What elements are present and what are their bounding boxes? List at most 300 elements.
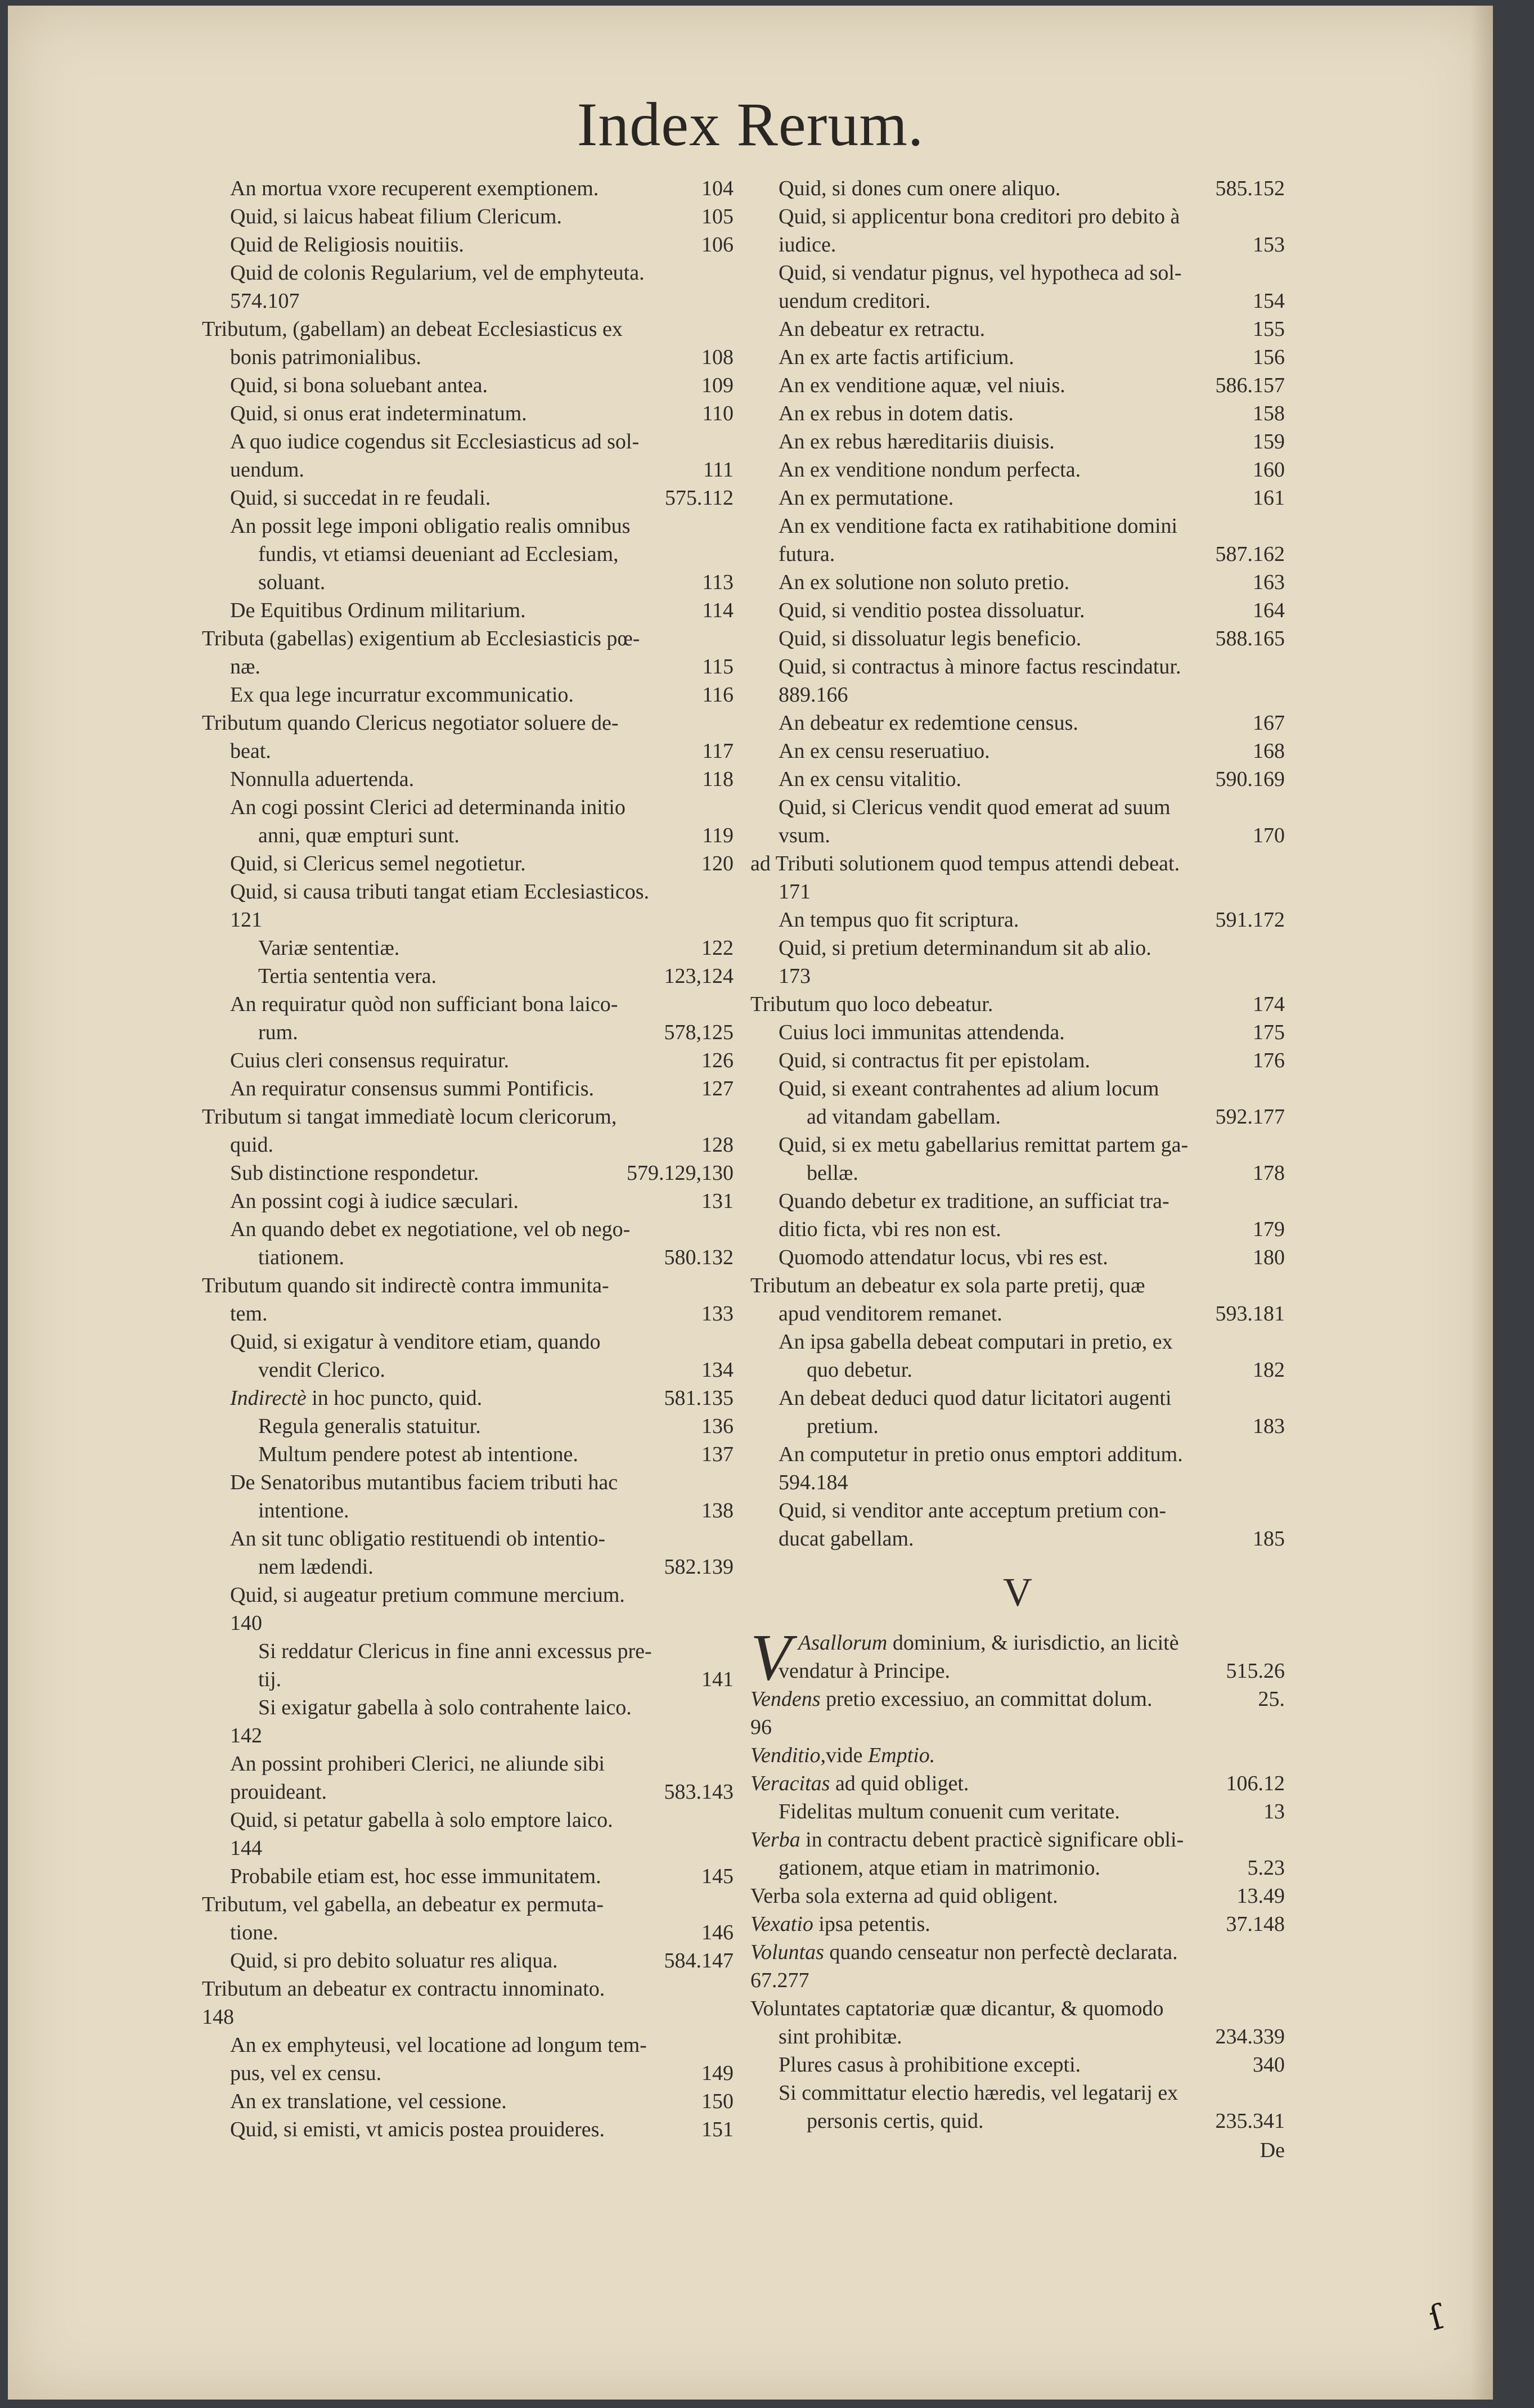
index-entry — [750, 1468, 1285, 1497]
index-entry — [202, 625, 734, 653]
index-entry-text: Tributum si tangat immediatè locum clericorum, — [202, 1105, 617, 1129]
page-number: 175 — [1253, 1021, 1285, 1044]
index-entry-text: An ex rebus hæreditariis diuisis. — [779, 430, 1055, 453]
index-entry — [202, 2031, 734, 2059]
index-entry-text: Vendens pretio excessiuo, an committat dolum. — [750, 1687, 1153, 1711]
index-entry-text: Quid, si contractus fit per epistolam. — [779, 1049, 1091, 1072]
index-entry — [750, 231, 1285, 259]
index-entry — [750, 962, 1285, 990]
page-number: 583.143 — [664, 1780, 734, 1804]
index-entry-text: Tributum an debeatur ex sola parte pretij, quæ — [750, 1274, 1145, 1297]
index-headword: Asallorum — [798, 1631, 888, 1655]
index-entry-text: An ex translatione, vel cessione. — [230, 2090, 507, 2113]
index-entry-text: An possit lege imponi obligatio realis omnibus — [230, 514, 631, 538]
index-entry — [202, 1890, 734, 1919]
index-entry-text: ad vitandam gabellam. — [807, 1105, 1001, 1129]
page-number: 176 — [1253, 1049, 1285, 1072]
index-entry — [202, 737, 734, 765]
index-entry — [750, 1131, 1285, 1159]
page-number: 180 — [1253, 1246, 1285, 1269]
index-entry-text: Tributum quando Clericus negotiator soluere de- — [202, 711, 619, 735]
page-number: 158 — [1253, 402, 1285, 425]
index-entry-text: gationem, atque etiam in matrimonio. — [779, 1856, 1100, 1880]
index-entry — [750, 2079, 1285, 2107]
index-entry-text: 594.184 — [779, 1471, 848, 1494]
index-entry — [202, 1609, 734, 1637]
index-entry — [202, 990, 734, 1018]
index-entry — [202, 456, 734, 484]
index-entry-text: Quid, si laicus habeat filium Clericum. — [230, 205, 562, 228]
page-number: 174 — [1253, 992, 1285, 1016]
page-number: 586.157 — [1215, 374, 1285, 397]
drop-cap-letter: V — [750, 1620, 791, 1694]
index-entry — [750, 821, 1285, 850]
index-entry-text: Quid de Religiosis nouitiis. — [230, 233, 464, 257]
index-entry — [750, 1075, 1285, 1103]
index-entry — [202, 1384, 734, 1412]
index-entry-text: Plures casus à prohibitione excepti. — [779, 2053, 1081, 2077]
index-entry-text: Quid, si applicentur bona creditori pro debito à — [779, 205, 1180, 228]
index-entry-text: 889.166 — [779, 683, 848, 707]
page-number: 155 — [1253, 317, 1285, 341]
index-entry-text: prouideant. — [230, 1780, 327, 1804]
index-entry-text: Quid, si causa tributi tangat etiam Ecclesiasticos. — [230, 880, 650, 904]
page-number: 126 — [701, 1049, 734, 1072]
index-entry-text: Vexatio ipsa petentis. — [750, 1912, 930, 1936]
index-entry — [750, 653, 1285, 681]
index-entry — [750, 1046, 1285, 1075]
page-number: 234.339 — [1215, 2025, 1285, 2048]
index-entry-text: 67.277 — [750, 1969, 809, 1992]
index-entry — [750, 1525, 1285, 1553]
index-entry — [202, 174, 734, 203]
page-number: 160 — [1253, 458, 1285, 482]
index-entry — [750, 934, 1285, 962]
index-entry-text: bonis patrimonialibus. — [230, 345, 421, 369]
index-entry — [750, 1994, 1285, 2023]
index-entry-text: 96 — [750, 1715, 772, 1739]
index-entry — [202, 1187, 734, 1215]
index-entry — [202, 1243, 734, 1272]
index-entry — [750, 1103, 1285, 1131]
page-number: 151 — [701, 2118, 734, 2141]
page-number: 593.181 — [1215, 1302, 1285, 1326]
index-entry — [750, 1356, 1285, 1384]
index-entry-text: næ. — [230, 655, 260, 679]
index-entry — [202, 1693, 734, 1722]
page-number: 581.135 — [664, 1386, 734, 1410]
page-number: 582.139 — [664, 1555, 734, 1579]
index-entry — [202, 1103, 734, 1131]
index-entry — [750, 399, 1285, 428]
index-entry — [750, 990, 1285, 1018]
index-entry-text: Quid, si onus erat indeterminatum. — [230, 402, 527, 425]
index-entry — [202, 1862, 734, 1890]
page-number: 113 — [702, 570, 734, 594]
page-number: 587.162 — [1215, 542, 1285, 566]
index-entry-text: An possint prohiberi Clerici, ne aliunde sibi — [230, 1752, 605, 1776]
index-entry — [750, 709, 1285, 737]
index-entry-text: Multum pendere potest ab intentione. — [258, 1443, 578, 1466]
index-entry — [202, 2087, 734, 2115]
index-entry-text: Tributum, (gabellam) an debeat Ecclesiasticus ex — [202, 317, 623, 341]
page-number: 104 — [701, 177, 734, 200]
page-number: 131 — [701, 1189, 734, 1213]
index-entry-text: Si committatur electio hæredis, vel legatarij ex — [779, 2081, 1178, 2105]
index-entry — [750, 203, 1285, 231]
index-entry — [202, 287, 734, 315]
index-entry-text: An quando debet ex negotiatione, vel ob nego- — [230, 1218, 631, 1241]
index-entry-text: Probabile etiam est, hoc esse immunitatem. — [230, 1865, 601, 1888]
page-number: 119 — [702, 824, 734, 847]
index-entry — [202, 681, 734, 709]
index-entry-text: Si exigatur gabella à solo contrahente laico. — [258, 1696, 632, 1719]
index-entry — [202, 1947, 734, 1975]
index-entry-text: 173 — [779, 964, 811, 988]
index-entry — [202, 1778, 734, 1806]
index-entry — [202, 371, 734, 399]
index-entry-text: pretium. — [807, 1414, 879, 1438]
index-entry-text: 148 — [202, 2005, 234, 2029]
index-entry — [202, 1300, 734, 1328]
index-entry — [202, 821, 734, 850]
index-entry-text: quo debetur. — [807, 1358, 912, 1382]
left-column — [202, 174, 734, 2144]
index-entry-text: An cogi possint Clerici ad determinanda initio — [230, 796, 626, 819]
index-entry — [750, 315, 1285, 343]
index-entry — [202, 399, 734, 428]
index-entry-text: Quid, si succedat in re feudali. — [230, 486, 491, 510]
index-entry — [750, 906, 1285, 934]
index-entry-text: ad Tributi solutionem quod tempus attendi debeat. — [750, 852, 1180, 875]
page-number: 584.147 — [664, 1949, 734, 1973]
index-entry-text: Asallorum dominium, & iurisdictio, an licitè — [798, 1631, 1179, 1655]
index-entry-text: An ex censu reseruatiuo. — [779, 739, 990, 763]
index-entry — [202, 1834, 734, 1862]
index-entry-text: An ex venditione facta ex ratihabitione domini — [779, 514, 1178, 538]
page-number: 182 — [1253, 1358, 1285, 1382]
page-number: 128 — [701, 1133, 734, 1157]
page-number: 13 — [1263, 1800, 1285, 1823]
index-entry — [202, 1131, 734, 1159]
index-entry-text: An requiratur consensus summi Pontificis. — [230, 1077, 594, 1100]
index-entry — [750, 737, 1285, 765]
index-entry-text: Quid, si venditor ante acceptum pretium con- — [779, 1499, 1167, 1522]
index-entry-text: Quid, si bona soluebant antea. — [230, 374, 488, 397]
page-number: 179 — [1253, 1218, 1285, 1241]
index-entry — [750, 456, 1285, 484]
index-entry — [750, 1159, 1285, 1187]
page-number: 5.23 — [1247, 1856, 1285, 1880]
page-number: 111 — [703, 458, 734, 482]
page-number: 13.49 — [1236, 1884, 1285, 1908]
index-entry — [750, 2023, 1285, 2051]
index-entry — [202, 1272, 734, 1300]
v-section-entries — [750, 1620, 1285, 2135]
index-entry — [202, 259, 734, 287]
page-number: 164 — [1253, 599, 1285, 622]
index-entry-text: Quid de colonis Regularium, vel de emphyteuta. — [230, 261, 645, 285]
page-number: 138 — [701, 1499, 734, 1522]
index-entry — [750, 625, 1285, 653]
section-letter: V — [1003, 1570, 1032, 1615]
index-entry — [750, 484, 1285, 512]
index-entry-text: An computetur in pretio onus emptori additum. — [779, 1443, 1183, 1466]
page-number: 579.129,130 — [627, 1161, 734, 1185]
index-entry — [202, 1919, 734, 1947]
page-title: Index Rerum. — [577, 90, 924, 159]
index-entry — [750, 343, 1285, 371]
index-entry-text: Quid, si ex metu gabellarius remittat partem ga- — [779, 1133, 1189, 1157]
index-entry-text: A quo iudice cogendus sit Ecclesiasticus ad sol- — [230, 430, 640, 453]
index-entry — [202, 203, 734, 231]
index-entry-text: futura. — [779, 542, 835, 566]
index-entry — [750, 596, 1285, 625]
index-entry-text: Quid, si exeant contrahentes ad alium locum — [779, 1077, 1159, 1100]
index-entry — [202, 1581, 734, 1609]
index-entry — [202, 793, 734, 821]
index-entry-text: Quid, si pretium determinandum sit ab alio. — [779, 936, 1151, 960]
index-entry-text: tij. — [258, 1668, 282, 1691]
index-entry — [202, 1328, 734, 1356]
index-entry-text: ducat gabellam. — [779, 1527, 914, 1551]
index-entry-text: An ex emphyteusi, vel locatione ad longum tem- — [230, 2033, 647, 2057]
index-entry-text: bellæ. — [807, 1161, 858, 1185]
index-entry — [750, 1187, 1285, 1215]
index-entry — [750, 259, 1285, 287]
index-entry-text: quid. — [230, 1133, 274, 1157]
index-entry-text: Tributa (gabellas) exigentium ab Ecclesiasticis pœ- — [202, 627, 640, 650]
index-entry-text: personis certis, quid. — [807, 2109, 984, 2133]
page-number: 117 — [702, 739, 734, 763]
page-number: 185 — [1253, 1527, 1285, 1551]
right-column — [750, 174, 1285, 2135]
index-entry-text: 140 — [230, 1611, 262, 1635]
index-entry-text: Quando debetur ex traditione, an sufficiat tra- — [779, 1189, 1169, 1213]
right-column-entries — [750, 174, 1285, 1553]
index-entry-text: Verba in contractu debent practicè significare obli- — [750, 1828, 1184, 1852]
index-entry-text: soluant. — [258, 570, 326, 594]
index-entry-text: vendit Clerico. — [258, 1358, 385, 1382]
index-entry-text: vendatur à Principe. — [779, 1659, 950, 1683]
page-number: 122 — [701, 936, 734, 960]
index-entry-text: Tertia sententia vera. — [258, 964, 437, 988]
index-entry-text: An requiratur quòd non sufficiant bona laico- — [230, 992, 618, 1016]
page-number: 37.148 — [1226, 1912, 1285, 1936]
index-entry — [750, 2107, 1285, 2135]
index-entry — [750, 512, 1285, 540]
index-entry — [202, 540, 734, 568]
index-entry — [750, 793, 1285, 821]
index-entry — [202, 1018, 734, 1046]
index-entry — [750, 568, 1285, 596]
index-entry-text: tem. — [230, 1302, 268, 1326]
page-number: 150 — [701, 2090, 734, 2113]
index-entry — [202, 878, 734, 906]
index-entry-text: An tempus quo fit scriptura. — [779, 908, 1019, 932]
index-entry — [750, 1938, 1285, 1966]
index-entry — [202, 512, 734, 540]
index-entry-text: Tributum quando sit indirectè contra immunita- — [202, 1274, 609, 1297]
index-entry-text: apud venditorem remanet. — [779, 1302, 1002, 1326]
index-entry — [750, 1018, 1285, 1046]
index-headword: Veracitas — [750, 1772, 830, 1795]
index-entry — [750, 1685, 1285, 1713]
index-entry — [750, 287, 1285, 315]
page-number: 137 — [701, 1443, 734, 1466]
index-entry — [750, 850, 1285, 878]
index-entry — [750, 1657, 1285, 1685]
index-entry — [202, 906, 734, 934]
index-entry — [750, 1412, 1285, 1440]
page-number: 109 — [701, 374, 734, 397]
page-number: 120 — [701, 852, 734, 875]
index-entry — [202, 1722, 734, 1750]
index-entry-text: An ex venditione nondum perfecta. — [779, 458, 1081, 482]
index-headword: Vexatio — [750, 1912, 813, 1936]
index-entry-text: Quid, si contractus à minore factus rescindatur. — [779, 655, 1181, 679]
index-entry-text: Venditio,vide Emptio. — [750, 1744, 935, 1767]
index-entry — [202, 1412, 734, 1440]
page-number: 114 — [702, 599, 734, 622]
index-entry-text: Sub distinctione respondetur. — [230, 1161, 479, 1185]
index-entry-text: Quid, si Clericus vendit quod emerat ad suum — [779, 796, 1171, 819]
index-entry — [202, 2003, 734, 2031]
index-entry-text: Tributum quo loco debeatur. — [750, 992, 993, 1016]
index-entry-text: beat. — [230, 739, 271, 763]
index-entry — [202, 1468, 734, 1497]
index-entry-text: An mortua vxore recuperent exemptionem. — [230, 177, 599, 200]
index-entry-text: anni, quæ empturi sunt. — [258, 824, 460, 847]
index-entry-text: Fidelitas multum conuenit cum veritate. — [779, 1800, 1120, 1823]
index-entry-text: 144 — [230, 1836, 262, 1860]
index-entry-text: uendum. — [230, 458, 304, 482]
index-entry-text: An sit tunc obligatio restituendi ob intentio- — [230, 1527, 606, 1551]
index-entry-text: Quomodo attendatur locus, vbi res est. — [779, 1246, 1108, 1269]
index-entry — [750, 1910, 1285, 1938]
index-entry-text: An ex permutatione. — [779, 486, 954, 510]
index-entry — [750, 1769, 1285, 1798]
page-number: 590.169 — [1215, 767, 1285, 791]
index-entry — [750, 878, 1285, 906]
page-number: 108 — [701, 345, 734, 369]
index-headword: Verba — [750, 1828, 800, 1852]
handwritten-mark: ſ — [1425, 2297, 1447, 2339]
index-entry — [750, 1300, 1285, 1328]
index-entry — [202, 653, 734, 681]
page-number: 170 — [1253, 824, 1285, 847]
index-entry-text: An ex censu vitalitio. — [779, 767, 962, 791]
index-entry-text: 142 — [230, 1724, 262, 1747]
index-entry-text: An possint cogi à iudice sæculari. — [230, 1189, 519, 1213]
index-headword: Voluntas — [750, 1940, 824, 1964]
index-entry-text: Cuius cleri consensus requiratur. — [230, 1049, 510, 1072]
index-entry-text: rum. — [258, 1021, 298, 1044]
index-entry — [202, 1553, 734, 1581]
book-page — [8, 6, 1493, 2400]
index-entry-text: Quid, si emisti, vt amicis postea prouideres. — [230, 2118, 605, 2141]
index-entry-text: Voluntas quando censeatur non perfectè declarata. — [750, 1940, 1178, 1964]
index-entry-text: Quid, si dones cum onere aliquo. — [779, 177, 1061, 200]
index-entry — [750, 174, 1285, 203]
index-entry — [750, 428, 1285, 456]
index-entry-text: An ex venditione aquæ, vel niuis. — [779, 374, 1065, 397]
index-entry — [202, 1975, 734, 2003]
index-entry — [750, 1497, 1285, 1525]
index-entry-text: An ex rebus in dotem datis. — [779, 402, 1014, 425]
page-number: 127 — [701, 1077, 734, 1100]
index-entry — [202, 428, 734, 456]
page-number: 167 — [1253, 711, 1285, 735]
catchword: De — [1259, 2139, 1285, 2162]
index-entry-text: Regula generalis statuitur. — [258, 1414, 481, 1438]
page-number: 133 — [701, 1302, 734, 1326]
index-entry-text: Quid, si dissoluatur legis beneficio. — [779, 627, 1082, 650]
page-number: 575.112 — [664, 486, 734, 510]
page-number: 156 — [1253, 345, 1285, 369]
index-entry — [750, 1798, 1285, 1826]
page-number: 105 — [701, 205, 734, 228]
page-number: 106.12 — [1226, 1772, 1285, 1795]
index-entry — [750, 1328, 1285, 1356]
index-entry — [202, 1750, 734, 1778]
page-number: 578,125 — [664, 1021, 734, 1044]
page-number: 592.177 — [1215, 1105, 1285, 1129]
index-entry-text: 121 — [230, 908, 262, 932]
page-number: 106 — [701, 233, 734, 257]
index-entry — [202, 1356, 734, 1384]
index-entry-text: ditio ficta, vbi res non est. — [779, 1218, 1001, 1241]
page-number: 116 — [702, 683, 734, 707]
page-number: 580.132 — [664, 1246, 734, 1269]
index-entry — [750, 1384, 1285, 1412]
index-entry-text: Quid, si venditio postea dissoluatur. — [779, 599, 1085, 622]
page-number: 183 — [1253, 1414, 1285, 1438]
page-number: 145 — [701, 1865, 734, 1888]
page-number: 146 — [701, 1921, 734, 1944]
index-entry — [202, 231, 734, 259]
index-entry-text: intentione. — [258, 1499, 349, 1522]
page-number: 149 — [701, 2061, 734, 2085]
index-entry — [750, 1882, 1285, 1910]
index-entry-text: Quid, si petatur gabella à solo emptore laico. — [230, 1808, 613, 1832]
index-entry — [750, 540, 1285, 568]
page-number: 515.26 — [1226, 1659, 1285, 1683]
index-entry-text: vsum. — [779, 824, 830, 847]
index-entry-text: Verba sola externa ad quid obligent. — [750, 1884, 1058, 1908]
page-number: 153 — [1253, 233, 1285, 257]
index-entry-text: Quid, si augeatur pretium commune mercium. — [230, 1583, 625, 1607]
index-headword: Vendens — [750, 1687, 821, 1711]
index-entry-text: An ex arte factis artificium. — [779, 345, 1014, 369]
page-number: 591.172 — [1215, 908, 1285, 932]
index-entry-text: Ex qua lege incurratur excommunicatio. — [230, 683, 574, 707]
index-entry — [202, 568, 734, 596]
index-entry-text: tiationem. — [258, 1246, 345, 1269]
index-entry-text: Variæ sententiæ. — [258, 936, 400, 960]
index-entry-text: An ex solutione non soluto pretio. — [779, 570, 1070, 594]
index-entry-text: tione. — [230, 1921, 278, 1944]
index-entry — [202, 596, 734, 625]
index-entry — [202, 765, 734, 793]
page-number: 585.152 — [1215, 177, 1285, 200]
index-entry-text: An debeatur ex redemtione census. — [779, 711, 1078, 735]
page-number: 161 — [1253, 486, 1285, 510]
index-entry — [202, 1637, 734, 1665]
page-number: 134 — [701, 1358, 734, 1382]
page-number: 178 — [1253, 1161, 1285, 1185]
index-entry-text: Voluntates captatoriæ quæ dicantur, & quomodo — [750, 1997, 1164, 2020]
